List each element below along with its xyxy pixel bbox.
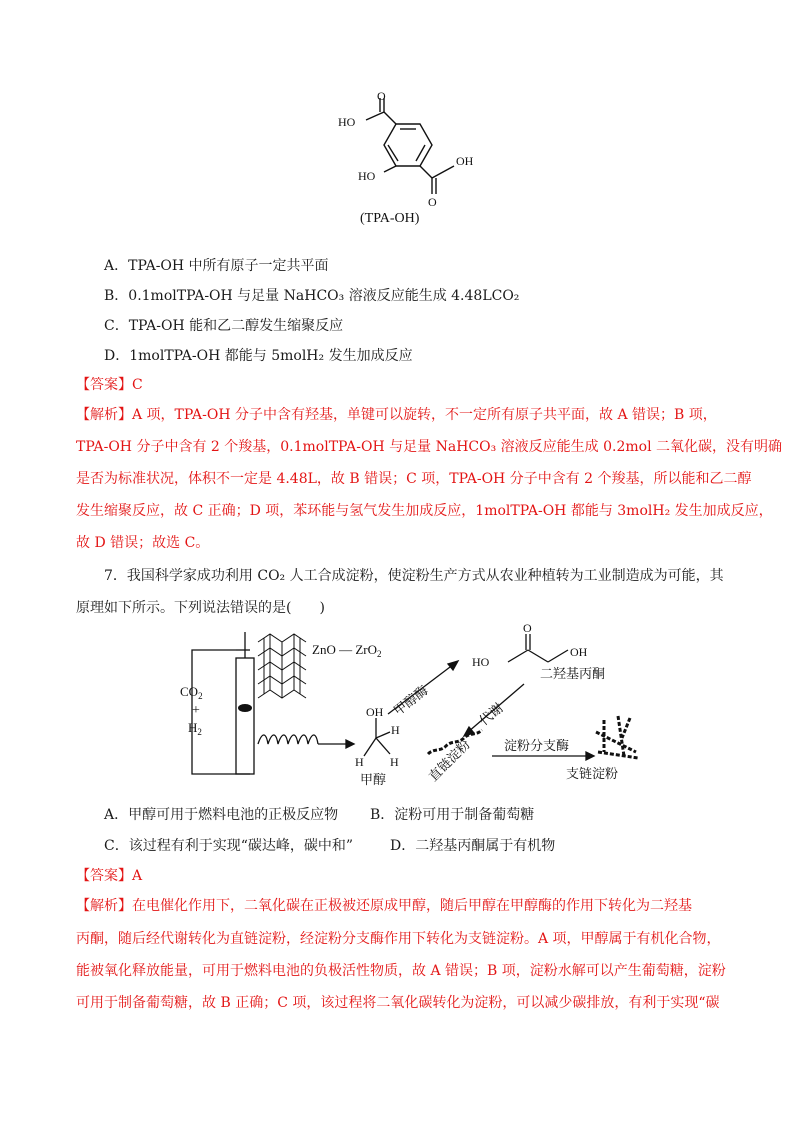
dha-ho: HO [472,655,490,669]
label-o-top: O [377,89,386,103]
tpa-oh-structure [320,88,520,228]
label-oh-right: OH [456,154,474,168]
q6-analysis-line: TPA-OH 分子中含有 2 个羧基，0.1molTPA-OH 与足量 NaHCO₃ 溶液反应能生成 0.2mol 二氧化碳，没有明确 [76,439,783,455]
q6-option-a: A．TPA-OH 中所有原子一定共平面 [104,258,329,274]
q7-stem-line1: 7．我国科学家成功利用 CO₂ 人工合成淀粉，使淀粉生产方式从农业种植转为工业制造成为可能，其 [104,568,724,584]
enzyme-label: 甲醇酶 [390,682,431,719]
catalyst-label: ZnO — ZrO$_2$ [312,642,382,659]
dha-o: O [523,622,532,635]
q7-analysis-line: 能被氧化释放能量，可用于燃料电池的负极活性物质，故 A 错误；B 项，淀粉水解可以产生葡萄糖，淀粉 [76,963,726,979]
structure-caption: (TPA-OH) [360,211,420,226]
co2-label: $CO_2$ [180,684,203,701]
q7-analysis-line: 可用于制备葡萄糖，故 B 正确；C 项，该过程将二氧化碳转化为淀粉，可以减少碳排放，有利于实现“碳 [76,995,720,1011]
branched-starch-label: 支链淀粉 [566,766,619,781]
branch-enzyme-label: 淀粉分支酶 [504,738,570,753]
q7-option-d: D．二羟基丙酮属于有机物 [390,838,556,854]
methanol-h: H [355,755,364,769]
methanol-h: H [391,723,400,737]
label-o-bottom: O [428,195,437,209]
metabolism-label: 代谢 [476,700,506,729]
q7-analysis-line: 【解析】在电催化作用下，二氧化碳在正极被还原成甲醇，随后甲醇在甲醇酶的作用下转化为二羟基 [76,898,692,914]
linear-starch-label: 直链淀粉 [425,736,473,785]
methanol-oh: OH [366,705,384,719]
q6-option-d: D．1molTPA-OH 都能与 5molH₂ 发生加成反应 [104,348,413,364]
q6-analysis-line: 是否为标准状况，体积不一定是 4.48L，故 B 错误；C 项，TPA-OH 分子中含有 2 个羧基，所以能和乙二醇 [76,471,752,487]
label-ho-left: HO [338,115,356,129]
methanol-label: 甲醇 [360,772,387,787]
label-ho-bottom: HO [358,169,376,183]
q6-analysis-line: 【解析】A 项，TPA-OH 分子中含有羟基，单键可以旋转，不一定所有原子共平面，故 A 错误；B 项， [76,407,717,423]
dha-label: 二羟基丙酮 [540,666,606,681]
plus-label: + [192,703,200,718]
q7-analysis-line: 丙酮，随后经代谢转化为直链淀粉，经淀粉分支酶作用下转化为支链淀粉。A 项，甲醇属于有机化合物， [76,931,721,947]
dha-oh: OH [570,645,588,659]
h2-label: $H_2$ [188,720,202,737]
q6-analysis-line: 发生缩聚反应，故 C 正确；D 项，苯环能与氢气发生加成反应，1molTPA-OH 都能与 3molH₂ 发生加成反应， [76,503,773,519]
q7-option-b: B．淀粉可用于制备葡萄糖 [370,807,535,823]
q7-option-a: A．甲醇可用于燃料电池的正极反应物 [104,807,339,823]
q6-answer: 【答案】C [76,377,143,393]
q7-answer: 【答案】A [76,868,143,884]
q6-analysis-line: 故 D 错误；故选 C。 [76,535,210,551]
q7-stem-line2: 原理如下所示。下列说法错误的是( ) [76,600,325,616]
q6-option-b: B．0.1molTPA-OH 与足量 NaHCO₃ 溶液反应能生成 4.48LCO₂ [104,288,520,304]
starch-synthesis-diagram [178,622,638,792]
q7-option-c: C．该过程有利于实现“碳达峰，碳中和” [104,838,354,854]
methanol-h: H [390,755,399,769]
q6-option-c: C．TPA-OH 能和乙二醇发生缩聚反应 [104,318,344,334]
